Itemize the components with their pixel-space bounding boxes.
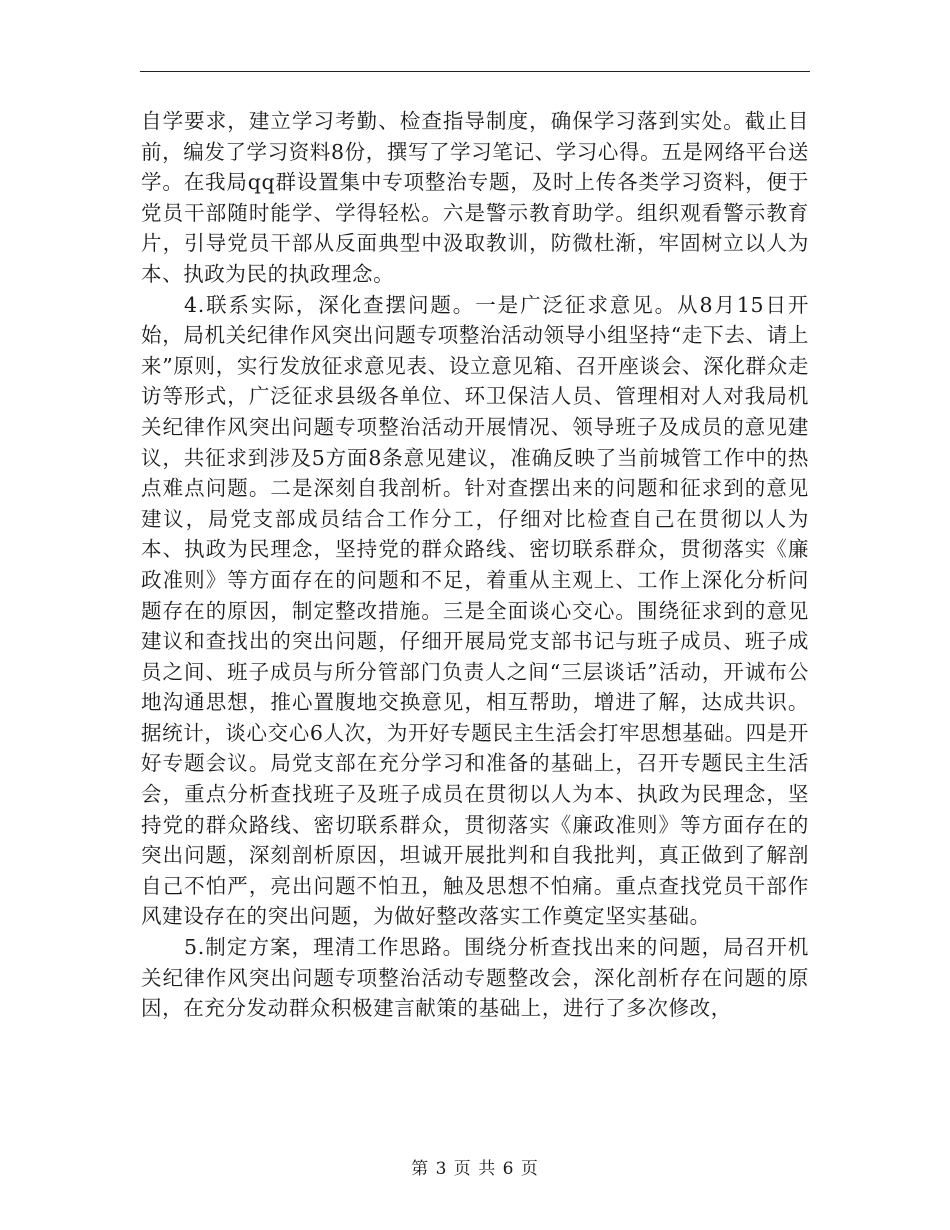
page-footer: [0, 1154, 950, 1179]
page-current: 3: [435, 1159, 448, 1179]
page-prefix: 第: [411, 1159, 430, 1179]
paragraph-item-4: 4.联系实际，深化查摆问题。一是广泛征求意见。从8月15日开始，局机关纪律作风突出问题专项整治活动领导小组坚持“走下去、请上来”原则，实行发放征求意见表、设立意见箱、召开座谈会、深化群众走访等形式，广泛征求县级各单位、环卫保洁人员、管理相对人对我局机关纪律作风突出问题专项整治活动开展情况、领导班子及成员的意见建议，共征求到涉及5方面8条意见建议，准确反映了当前城管工作中的热点难点问题。二是深刻自我剖析。针对查摆出来的问题和征求到的意见建议，局党支部成员结合工作分工，仔细对比检查自己在贯彻以人为本、执政为民理念，坚持党的群众路线、密切联系群众，贯彻落实《廉政准则》等方面存在的问题和不足，着重从主观上、工作上深化分析问题存在的原因，制定整改措施。三是全面谈心交心。围绕征求到的意见建议和查找出的突出问题，仔细开展局党支部书记与班子成员、班子成员之间、班子成员与所分管部门负责人之间“三层谈话”活动，开诚布公地沟通思想，推心置腹地交换意见，相互帮助，增进了解，达成共识。据统计，谈心交心6人次，为开好专题民主生活会打牢思想基础。四是开好专题会议。局党支部在充分学习和准备的基础上，召开专题民主生活会，重点分析查找班子及班子成员在贯彻以人为本、执政为民理念，坚持党的群众路线、密切联系群众，贯彻落实《廉政准则》等方面存在的突出问题，深刻剖析原因，坦诚开展批判和自我批判，真正做到了解剖自己不怕严，亮出问题不怕丑，触及思想不怕痛。重点查找党员干部作风建设存在的突出问题，为做好整改落实工作奠定坚实基础。: [141, 292, 809, 929]
document-body: [141, 106, 809, 1024]
header-rule: [140, 71, 810, 72]
page-total: 6: [502, 1159, 515, 1179]
page-suffix: 页: [520, 1159, 539, 1179]
paragraph-item-5: 5.制定方案，理清工作思路。围绕分析查找出来的问题，局召开机关纪律作风突出问题专项整治活动专题整改会，深化剖析存在问题的原因，在充分发动群众积极建言献策的基础上，进行了多次修改，: [141, 935, 809, 1021]
page-mid: 页 共: [453, 1159, 497, 1179]
paragraph-continuation: 自学要求，建立学习考勤、检查指导制度，确保学习落到实处。截止目前，编发了学习资料8份，撰写了学习笔记、学习心得。五是网络平台送学。在我局qq群设置集中专项整治专题，及时上传各类学习资料，便于党员干部随时能学、学得轻松。六是警示教育助学。组织观看警示教育片，引导党员干部从反面典型中汲取教训，防微杜渐，牢固树立以人为本、执政为民的执政理念。: [141, 109, 809, 286]
